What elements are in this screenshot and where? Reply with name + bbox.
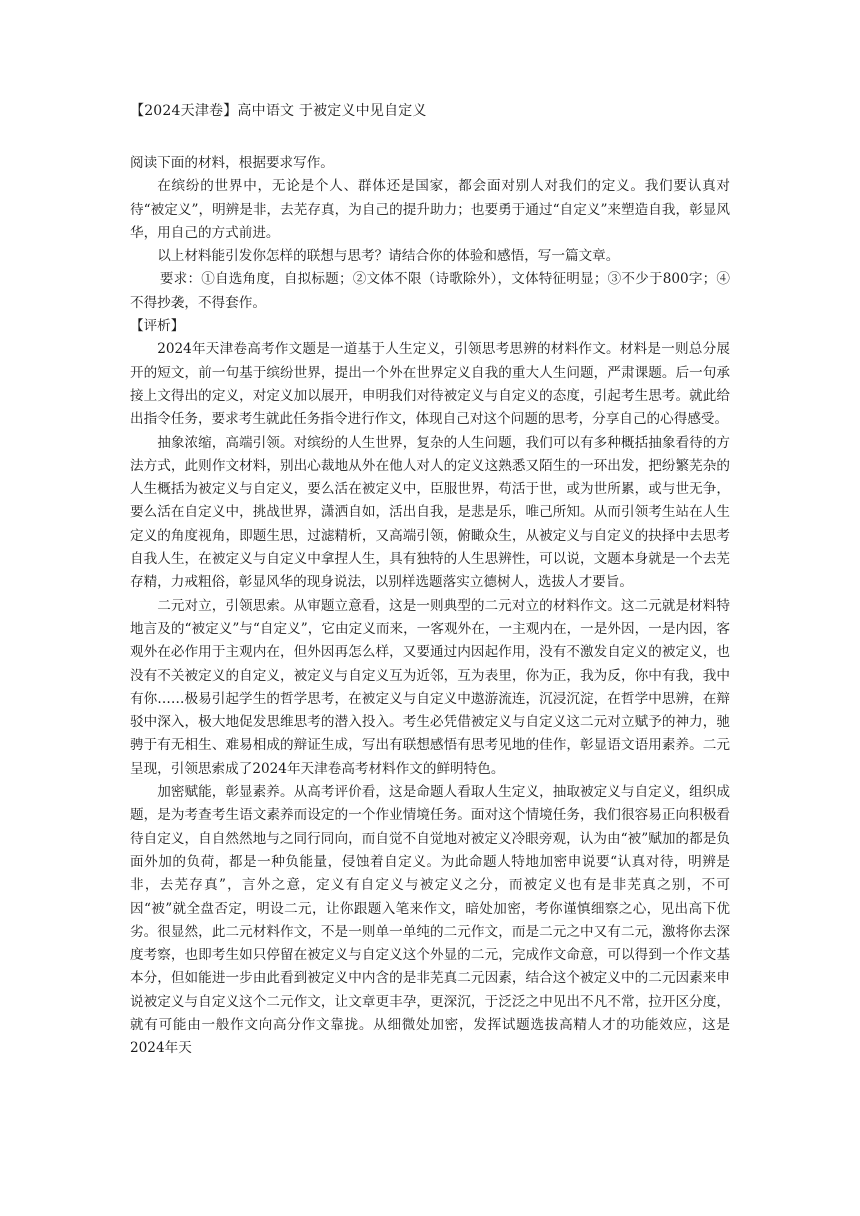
- analysis-heading: 【评析】: [130, 318, 185, 335]
- material-paragraph: 在缤纷的世界中，无论是个人、群体还是国家，都会面对别人对我们的定义。我们要认真对待“被定义”，明辨是非，去芜存真，为自己的提升助力；也要勇于通过“自定义”来塑造自我，彰显风华，用自己的方式前进。: [130, 178, 730, 241]
- analysis-paragraph: 2024年天津卷高考作文题是一道基于人生定义，引领思考思辨的材料作文。材料是一则总分展开的短文，前一句基于缤纷世界，提出一个外在世界定义自我的重大人生问题，严肃课题。后一句承接上文得出的定义，对定义加以展开，申明我们对待被定义与自定义的态度，引起考生思考。就此给出指令任务，要求考生就此任务指令进行作文，体现自己对这个问题的思考，分享自己的心得感受。: [130, 341, 730, 428]
- writing-instruction: 阅读下面的材料，根据要求写作。: [130, 155, 334, 171]
- writing-prompt: 以上材料能引发你怎样的联想与思考？请结合你的体验和感悟，写一篇文章。: [157, 248, 620, 265]
- analysis-paragraph: 加密赋能，彰显素养。从高考评价看，这是命题人看取人生定义，抽取被定义与自定义，组织成题，是为考查考生语文素养而设定的一个作业情境任务。面对这个情境任务，我们很容易正向积极看待自定义，自自然然地与之同行同向，而自觉不自觉地对被定义冷眼旁观，认为由“被”赋加的都是负面外加的负荷，都是一种负能量，侵蚀着自定义。为此命题人特地加密申说要“认真对待，明辨是非，去芜存真”，言外之意，定义有自定义与被定义之分，而被定义也有是非芜真之别，不可因“被”就全盘否定，明设二元，让你跟题入笔来作文，暗处加密，考你谨慎细察之心，见出高下优劣。很显然，此二元材料作文，不是一则单一单纯的二元作文，而是二元之中又有二元，激将你去深度考察，也即考生如只停留在被定义与自定义这个外显的二元，完成作文命意，可以得到一个作文基本分，但如能进一步由此看到被定义中内含的是非芜真二元因素，结合这个被定义中的二元因素来申说被定义与自定义这个二元作文，让文章更丰孕，更深沉，于泛泛之中见出不凡不常，拉开区分度，就有可能由一般作文向高分作文靠拢。从细微处加密，发挥试题选拔高精人才的功能效应，这是2024年天: [130, 784, 730, 1057]
- document-page: [130, 100, 730, 1061]
- writing-requirements: 要求：①自选角度，自拟标题；②文体不限（诗歌除外），文体特征明显；③不少于800字；④不得抄袭，不得套作。: [130, 271, 730, 311]
- analysis-paragraph: 二元对立，引领思索。从审题立意看，这是一则典型的二元对立的材料作文。这二元就是材料特地言及的“被定义”与“自定义”，它由定义而来，一客观外在，一主观内在，一是外因，一是内因，客观外在必作用于主观内在，但外因再怎么样，又要通过内因起作用，没有不激发自定义的被定义，也没有不关被定义的自定义，被定义与自定义互为近邻，互为表里，你为正，我为反，你中有我，我中有你……极易引起学生的哲学思考，在被定义与自定义中遨游流连，沉浸沉淀，在哲学中思辨，在辩驳中深入，极大地促发思维思考的潜入投入。考生必凭借被定义与自定义这二元对立赋予的神力，驰骋于有无相生、难易相成的辩证生成，写出有联想感悟有思考见地的佳作，彰显语文语用素养。二元呈现，引领思索成了2024年天津卷高考材料作文的鲜明特色。: [130, 597, 730, 777]
- document-title: 【2024天津卷】高中语文 于被定义中见自定义: [130, 103, 427, 119]
- analysis-paragraph: 抽象浓缩，高端引领。对缤纷的人生世界，复杂的人生问题，我们可以有多种概括抽象看待的方法方式，此则作文材料，别出心裁地从外在他人对人的定义这熟悉又陌生的一环出发，把纷繁芜杂的人生概括为被定义与自定义，要么活在被定义中，臣服世界，苟活于世，或为世所累，或与世无争，要么活在自定义中，挑战世界，潇洒自如，活出自我，是悲是乐，唯己所知。从而引领考生站在人生定义的角度视角，即题生思，过滤精析，又高端引领，俯瞰众生，从被定义与自定义的抉择中去思考自我人生，在被定义与自定义中拿捏人生，具有独特的人生思辨性，可以说，文题本身就是一个去芜存精，力戒粗俗，彰显风华的现身说法，以别样选题落实立德树人，选拔人才要旨。: [130, 434, 730, 591]
